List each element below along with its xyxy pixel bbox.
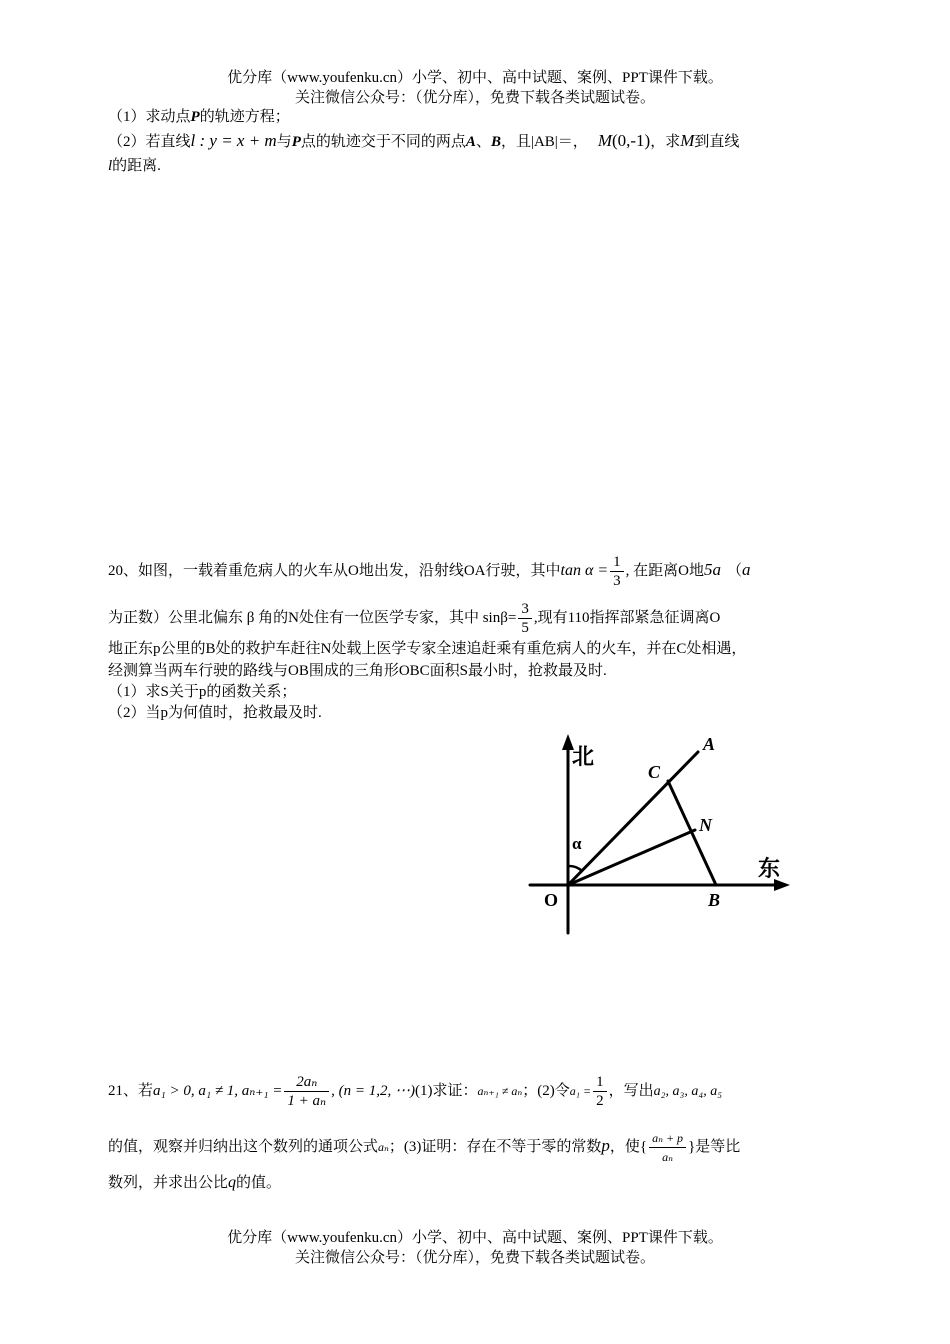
page-header-line2: 关注微信公众号：（优分库），免费下载各类试题试卷。 xyxy=(294,90,655,106)
label-C: C xyxy=(648,762,661,782)
fraction-recursion: $\frac{\text{2aₙ}}{\text{1 + aₙ}}$ xyxy=(284,1073,329,1110)
label-east: 东 xyxy=(758,856,781,881)
q19-part2-cont: l的距离. xyxy=(108,158,161,174)
q20-part1: （1）求S关于p的函数关系； xyxy=(108,684,297,700)
q20-line1: 20、如图，一载着重危病人的火车从O地出发，沿射线OA行驶，其中tan α = $\frac{1}{3}$ , 在距离O地5a （a xyxy=(108,554,751,589)
fraction-geometric: $\frac{\text{aₙ + p}}{\text{aₙ}}$ xyxy=(649,1129,686,1166)
fraction-one-third: $\frac{1}{3}$ xyxy=(610,553,624,590)
ray-OA xyxy=(568,752,698,885)
q19-part1: （1）求动点P的轨迹方程； xyxy=(108,109,290,125)
q20-line4: 经测算当两车行驶的路线与OB围成的三角形OBC面积S最小时，抢救最及时. xyxy=(108,663,607,679)
page-header-line1: 优分库（www.youfenku.cn）小学、初中、高中试题、案例、PPT课件下载。 xyxy=(227,70,723,86)
q20-part2: （2）当p为何值时，抢救最及时. xyxy=(108,705,322,721)
page-footer-line2: 关注微信公众号：（优分库），免费下载各类试题试卷。 xyxy=(294,1250,655,1266)
page-footer-line1: 优分库（www.youfenku.cn）小学、初中、高中试题、案例、PPT课件下载。 xyxy=(227,1230,723,1246)
angle-alpha-arc xyxy=(568,866,582,871)
q21-line3: 数列，并求出公比q的值。 xyxy=(108,1174,282,1191)
q20-line2: 为正数）公里北偏东 β 角的N处住有一位医学专家，其中 sinβ= $\frac{3}{5}$ ,现有110指挥部紧急征调离O xyxy=(108,601,721,636)
q21-line2: 的值，观察并归纳出这个数列的通项公式aₙ；(3)证明：存在不等于零的常数p，使{ $\frac{\text{aₙ + p}}{\text{aₙ}}$ }是等比 xyxy=(108,1131,741,1165)
label-A: A xyxy=(703,734,716,754)
q19-part2: （2）若直线l : y = x + m与P点的轨迹交于不同的两点A、B，且|AB|＝， M(0,-1)，求M到直线 xyxy=(108,131,740,150)
segment-ON xyxy=(568,830,695,885)
fraction-one-half: $\frac{1}{2}$ xyxy=(593,1073,607,1110)
label-N: N xyxy=(699,815,712,835)
label-alpha: α xyxy=(572,834,582,853)
label-O: O xyxy=(544,890,559,910)
label-B: B xyxy=(708,890,721,910)
fraction-three-fifths: $\frac{3}{5}$ xyxy=(518,600,532,637)
label-north: 北 xyxy=(572,744,595,769)
q21-line1: 21、若a₁ > 0, a₁ ≠ 1, aₙ₊₁ = $\frac{\text{2aₙ}}{\text{1 + aₙ}}$ , (n = 1,2, ⋯)(1)求证：aₙ₊₁ ≠ aₙ；(2)令a₁ = $\frac{1}{2}$ ，写出a₂, a₃, a₄, a₅ xyxy=(108,1074,723,1110)
q20-line3: 地正东p公里的B处的救护车赶往N处载上医学专家全速追赶乘有重危病人的火车，并在C处相遇， xyxy=(108,641,747,657)
q20-figure xyxy=(520,728,800,938)
